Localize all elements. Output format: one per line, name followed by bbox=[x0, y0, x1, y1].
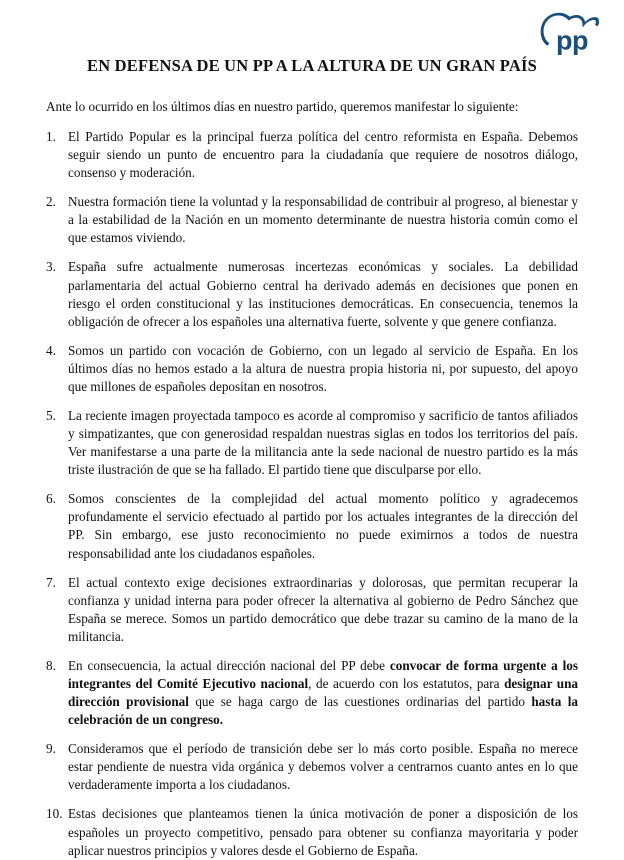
plain-text: que se haga cargo de las cuestiones ordinarias del partido bbox=[188, 694, 532, 710]
plain-text: La reciente imagen proyectada tampoco es acorde al compromiso y sacrificio de tantos afiliados y simpatizantes, que con generosidad respaldan nuestras siglas en todos los territorios del país. Ver manifestarse a una parte de la militancia ante la sede nacional de nuestro partido es la más triste ilustración de que se ha fallado. El partido tiene que disculparse por ello. bbox=[68, 407, 578, 478]
emphasis-text: convocar de forma urgente a los integrantes del Comité Ejecutivo nacional bbox=[68, 657, 578, 691]
list-item-number: 5. bbox=[46, 407, 56, 423]
svg-text:pp: pp bbox=[556, 25, 588, 56]
list-item-text bbox=[68, 342, 578, 396]
plain-text: Nuestra formación tiene la voluntad y la responsabilidad de contribuir al progreso, al bienestar y a la estabilidad de la Nación en un momento determinante de nuestra historia común como el que estamos viviendo. bbox=[68, 194, 578, 246]
list-item bbox=[46, 490, 578, 562]
list-item-text bbox=[68, 407, 578, 479]
list-item-text bbox=[68, 128, 578, 182]
list-item bbox=[46, 740, 578, 794]
list-item-text bbox=[68, 740, 578, 794]
list-item-number: 7. bbox=[46, 574, 56, 590]
plain-text: Somos un partido con vocación de Gobierno, con un legado al servicio de España. En los últimos días no hemos estado a la altura de nuestra propia historia ni, por supuesto, del apoyo que millones de españoles depositan en nosotros. bbox=[68, 342, 578, 394]
plain-text: Estas decisiones que planteamos tienen la única motivación de poner a disposición de los españoles un proyecto competitivo, pensado para obtener su confianza mayoritaria y poder aplicar nuestros principios y valores desde el Gobierno de España. bbox=[68, 806, 578, 858]
plain-text: El actual contexto exige decisiones extraordinarias y dolorosas, que permitan recuperar la confianza y unidad interna para poder ofrecer la alternativa al gobierno de Pedro Sánchez que España se merece. Somos un partido democrático que debe trazar su camino de la mano de la militancia. bbox=[68, 574, 578, 644]
lead-paragraph: Ante lo ocurrido en los últimos días en nuestro partido, queremos manifestar lo siguiente: bbox=[46, 99, 519, 114]
plain-text: El Partido Popular es la principal fuerza política del centro reformista en España. Debemos seguir siendo un punto de encuentro para la ciudadanía que requiere de nosotros diálogo, consenso y moderación. bbox=[68, 128, 578, 181]
plain-text: , de acuerdo con los estatutos, para bbox=[308, 675, 505, 691]
list-item-number: 1. bbox=[46, 128, 56, 144]
list-item-number: 10. bbox=[46, 806, 63, 822]
list-item-number: 8. bbox=[46, 657, 56, 673]
plain-text: Somos conscientes de la complejidad del actual momento político y agradecemos profundamente el servicio efectuado al partido por los actuales integrantes de la dirección del PP. Sin embargo, ese justo reconocimiento no puede eximirnos a todos de nuestra responsabilidad ante los ciudadanos españoles. bbox=[68, 491, 578, 561]
plain-text: Consideramos que el período de transición debe ser lo más corto posible. España no merece estar pendiente de nuestra vida orgánica y debemos volver a centrarnos cuanto antes en lo que verdaderamente importa a los ciudadanos. bbox=[68, 741, 578, 793]
list-item bbox=[46, 805, 578, 859]
list-item bbox=[46, 258, 578, 330]
list-item-number: 6. bbox=[46, 491, 56, 507]
list-item-text bbox=[68, 258, 578, 330]
emphasis-text: hasta la celebración de un congreso. bbox=[68, 694, 578, 728]
numbered-points-list bbox=[46, 128, 578, 860]
page-title: EN DEFENSA DE UN PP A LA ALTURA DE UN GRAN PAÍS bbox=[87, 56, 537, 75]
pp-logo bbox=[540, 12, 602, 58]
list-item bbox=[46, 407, 578, 479]
list-item-number: 3. bbox=[46, 259, 56, 275]
list-item-text bbox=[68, 193, 578, 247]
list-item bbox=[46, 574, 578, 646]
list-item bbox=[46, 193, 578, 247]
plain-text: España sufre actualmente numerosas incertezas económicas y sociales. La debilidad parlamentaria del actual Gobierno central ha derivado además en decisiones que ponen en riesgo el orden constitucional y las instituciones democráticas. En consecuencia, tenemos la obligación de ofrecer a los españoles una alternativa fuerte, solvente y que genere confianza. bbox=[68, 259, 578, 329]
list-item bbox=[46, 342, 578, 396]
list-item-text bbox=[68, 574, 578, 646]
plain-text: En consecuencia, la actual dirección nacional del PP debe bbox=[68, 657, 390, 673]
list-item bbox=[46, 657, 578, 729]
emphasis-text: designar una dirección provisional bbox=[68, 675, 579, 710]
list-item-text bbox=[68, 805, 578, 859]
list-item-number: 4. bbox=[46, 342, 56, 358]
list-item bbox=[46, 128, 578, 182]
list-item-number: 9. bbox=[46, 741, 56, 757]
list-item-number: 2. bbox=[46, 194, 56, 210]
list-item-text bbox=[68, 490, 578, 562]
list-item-text bbox=[68, 657, 578, 729]
document-body bbox=[46, 98, 578, 860]
